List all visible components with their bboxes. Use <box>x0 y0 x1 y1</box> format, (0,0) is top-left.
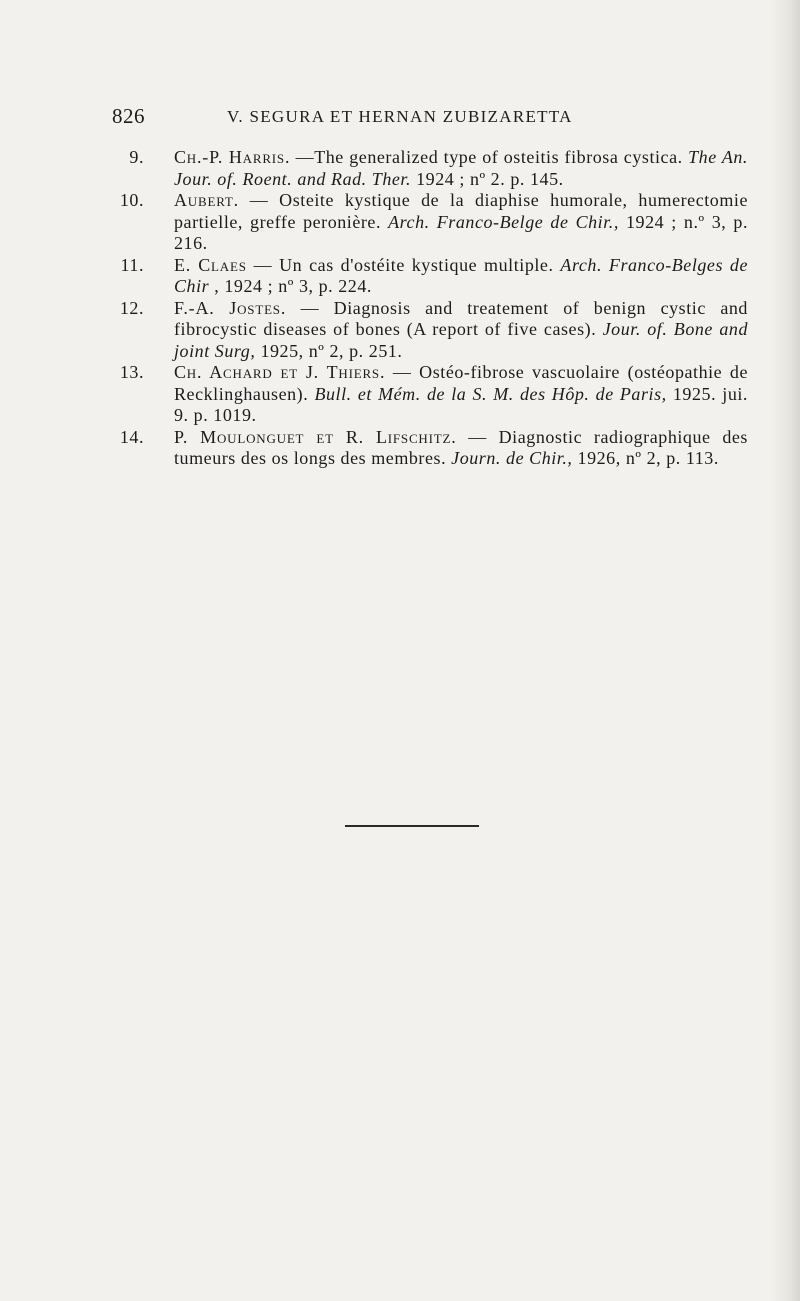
reference-number: 11. <box>120 254 144 275</box>
reference-number: 14. <box>119 426 144 447</box>
reference-title: — Diagnosis and treatement of benign cystic and fibrocystic diseases of bones (A report of five cases). <box>174 297 748 339</box>
reference-source: Jour. of. Bone and joint Surg, <box>174 319 748 361</box>
reference-author: P. Moulonguet et R. Lifschitz. <box>174 426 457 447</box>
reference-list <box>108 147 748 470</box>
reference-author: F.-A. Jostes. <box>174 297 287 318</box>
reference-item-9 <box>108 147 748 190</box>
reference-details: 1924 ; nº 2. p. 145. <box>411 168 564 189</box>
reference-number: 12. <box>119 297 144 318</box>
reference-source: Bull. et Mém. de la S. M. des Hôp. de Paris, <box>314 383 667 404</box>
reference-details: 1925, nº 2, p. 251. <box>255 340 403 361</box>
reference-details: 1924 ; n.º 3, p. 216. <box>174 211 749 253</box>
reference-title: — Ostéo-fibrose vascuolaire (ostéopathie de Recklinghausen). <box>174 362 748 404</box>
reference-item-13 <box>108 362 748 427</box>
reference-details: 1926, nº 2, p. 113. <box>572 448 719 468</box>
reference-details: , 1924 ; nº 3, p. 224. <box>209 276 372 296</box>
reference-item-11 <box>108 255 748 298</box>
reference-item-12 <box>108 298 748 363</box>
reference-title: — Diagnostic radiographique des tumeurs des os longs des membres. <box>174 426 748 468</box>
reference-item-10 <box>108 190 748 255</box>
reference-number: 9. <box>129 147 144 167</box>
page-number: 826 <box>112 104 145 128</box>
reference-source: Arch. Franco-Belge de Chir., <box>388 211 619 232</box>
reference-author: Aubert. <box>174 190 239 210</box>
reference-source: Arch. Franco-Belges de Chir <box>174 254 749 296</box>
section-end-rule <box>345 825 479 827</box>
reference-author: E. Claes <box>174 254 247 275</box>
reference-source: Journ. de Chir., <box>451 448 573 468</box>
reference-item-14 <box>108 427 748 470</box>
reference-author: Ch. Achard et J. Thiers. <box>174 362 386 382</box>
reference-number: 10. <box>119 190 144 210</box>
reference-title: —The generalized type of osteitis fibrosa cystica. <box>290 147 689 167</box>
running-head <box>112 104 632 134</box>
reference-title: — Osteite kystique de la diaphise humorale, humerectomie partielle, greffe peronière. <box>174 190 748 232</box>
reference-details: 1925. jui. 9. p. 1019. <box>174 383 748 425</box>
reference-source: The An. Jour. of. Roent. and Rad. Ther. <box>174 147 748 189</box>
running-head-title: V. SEGURA ET HERNAN ZUBIZARETTA <box>227 107 573 126</box>
reference-number: 13. <box>119 362 144 382</box>
reference-author: Ch.-P. Harris. <box>174 147 291 167</box>
reference-title: — Un cas d'ostéite kystique multiple. <box>246 254 561 275</box>
